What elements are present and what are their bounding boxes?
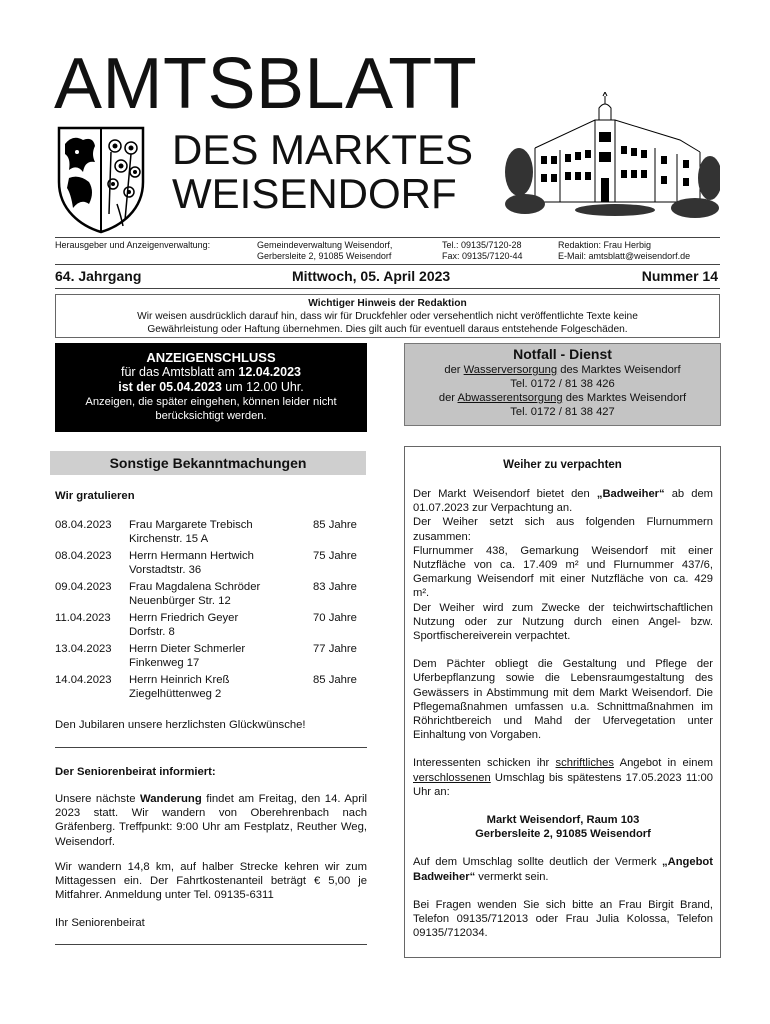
senior-council-title: Der Seniorenbeirat informiert: xyxy=(55,766,216,778)
imprint-publisher-address: Gerbersleite 2, 91085 Weisendorf xyxy=(257,251,392,261)
emergency-service-box xyxy=(404,343,721,426)
masthead-subtitle xyxy=(172,128,473,216)
issue-volume: 64. Jahrgang xyxy=(55,268,142,284)
masthead-title: AMTSBLATT xyxy=(54,44,478,124)
imprint-fax: Fax: 09135/7120-44 xyxy=(442,251,523,261)
ad-deadline-line-3: Anzeigen, die später eingehen, können leider nicht xyxy=(85,396,337,408)
imprint-top-rule xyxy=(55,237,720,238)
issue-date: Mittwoch, 05. April 2023 xyxy=(292,268,451,284)
pond-paragraph-8: Bei Fragen wenden Sie sich bitte an Frau Birgit Brand, Telefon 09135/712013 oder Frau Julia Kolossa, Telefon 09135/712034. xyxy=(413,898,713,940)
pond-paragraph-4: Der Weiher wird zum Zwecke der teichwirtschaftlichen Nutzung oder zur Nutzung durch einen Angel- bzw. Sportfischereiverein verpachtet. xyxy=(413,601,713,643)
emergency-water-line: der Wasserversorgung des Marktes Weisendorf xyxy=(444,364,681,376)
editorial-notice xyxy=(55,294,720,338)
ad-deadline-line-2: ist der 05.04.2023 um 12.00 Uhr. xyxy=(118,380,304,394)
emergency-sewage-tel: Tel. 0172 / 81 38 427 xyxy=(510,406,615,418)
senior-council-paragraph-1: Unsere nächste Wanderung findet am Freitag, den 14. April 2023 statt. Wir wandern von Oberehrenbach nach Gräfenberg. Treffpunkt: 9:00 Uhr am Festplatz, Reuther Weg, Weisendorf. xyxy=(55,793,367,848)
senior-council-paragraph-2: Wir wandern 14,8 km, auf halber Strecke kehren wir zum Mittagessen ein. Der Fahrtkostenanteil beträgt € 5,00 je Mitfahrer. Anmeldung unter Tel. 09135-6311 xyxy=(55,861,367,902)
section-header-announcements: Sonstige Bekanntmachungen xyxy=(50,451,366,475)
ad-deadline-box xyxy=(55,343,367,432)
pond-lease-box xyxy=(404,446,721,958)
pond-paragraph-7: Auf dem Umschlag sollte deutlich der Vermerk „Angebot Badweiher“ vermerkt sein. xyxy=(413,856,713,883)
castle-illustration xyxy=(505,92,720,222)
imprint-editor: Redaktion: Frau Herbig xyxy=(558,240,652,250)
imprint-tel: Tel.: 09135/7120-28 xyxy=(442,240,522,250)
section-divider xyxy=(55,747,367,748)
coat-of-arms-icon xyxy=(55,124,147,234)
pond-paragraph-6: Interessenten schicken ihr schriftliches Angebot in einem verschlossenen Umschlag bis spätestens 17.05.2023 11:00 Uhr an: xyxy=(413,757,713,798)
emergency-sewage-line: der Abwasserentsorgung des Marktes Weisendorf xyxy=(438,392,687,404)
issue-top-rule xyxy=(55,264,720,265)
pond-paragraph-1: Der Markt Weisendorf bietet den „Badweiher“ ab dem 01.07.2023 zur Verpachtung an. xyxy=(413,488,713,515)
senior-council-signature: Ihr Seniorenbeirat xyxy=(55,917,145,929)
notice-line-2: Gewährleistung oder Haftung übernehmen. Dies gilt auch für eventuell daraus entstehende Folgeschäden. xyxy=(147,324,628,335)
ad-deadline-line-4: berücksichtigt werden. xyxy=(155,410,267,422)
imprint-publisher-name: Gemeindeverwaltung Weisendorf, xyxy=(257,240,393,250)
congratulations-title: Wir gratulieren xyxy=(55,490,135,502)
imprint-email[interactable]: E-Mail: amtsblatt@weisendorf.de xyxy=(558,251,691,261)
pond-paragraph-3: Flurnummer 438, Gemarkung Weisendorf mit einer Nutzfläche von ca. 17.409 m² und Flurnummer 437/6, Gemarkung Weisendorf mit einer Nutzfläche von ca. 429 m². xyxy=(413,544,713,600)
pond-lease-title: Weiher zu verpachten xyxy=(503,459,622,471)
congratulations-closing: Den Jubilaren unsere herzlichsten Glückwünsche! xyxy=(55,719,306,731)
subtitle-line-2: WEISENDORF xyxy=(172,170,457,217)
imprint-publisher-label: Herausgeber und Anzeigenverwaltung: xyxy=(55,240,211,250)
ad-deadline-title: ANZEIGENSCHLUSS xyxy=(146,350,276,365)
emergency-water-tel: Tel. 0172 / 81 38 426 xyxy=(510,378,615,390)
issue-bar xyxy=(55,268,720,288)
pond-paragraph-5: Dem Pächter obliegt die Gestaltung und Pflege der Uferbepflanzung sowie die Lebensraumgestaltung des Gewässers in Abstimmung mit dem Markt Weisendorf. Die Pflegemaßnahmen umfassen u.a. Schnittmaßnahmen im Röhrichtbereich und Mahd der Ufervegetation unter Einhaltung von Vorgaben. xyxy=(413,658,713,742)
ad-deadline-line-1: für das Amtsblatt am 12.04.2023 xyxy=(121,365,301,379)
pond-address-line-1: Markt Weisendorf, Raum 103 xyxy=(486,814,640,827)
pond-paragraph-2: Der Weiher setzt sich aus folgenden Flurnummern zusammen: xyxy=(413,516,713,543)
issue-bottom-rule xyxy=(55,288,720,289)
subtitle-line-1: DES MARKTES xyxy=(172,126,474,173)
section-divider xyxy=(55,944,367,945)
notice-line-1: Wir weisen ausdrücklich darauf hin, dass wir für Druckfehler oder versehentlich nicht veröffentlichte Texte keine xyxy=(137,311,638,322)
emergency-title: Notfall - Dienst xyxy=(513,346,612,362)
pond-lease-body xyxy=(413,487,713,940)
issue-number: Nummer 14 xyxy=(641,268,718,284)
pond-address-line-2: Gerbersleite 2, 91085 Weisendorf xyxy=(475,828,651,841)
notice-title: Wichtiger Hinweis der Redaktion xyxy=(308,298,467,309)
